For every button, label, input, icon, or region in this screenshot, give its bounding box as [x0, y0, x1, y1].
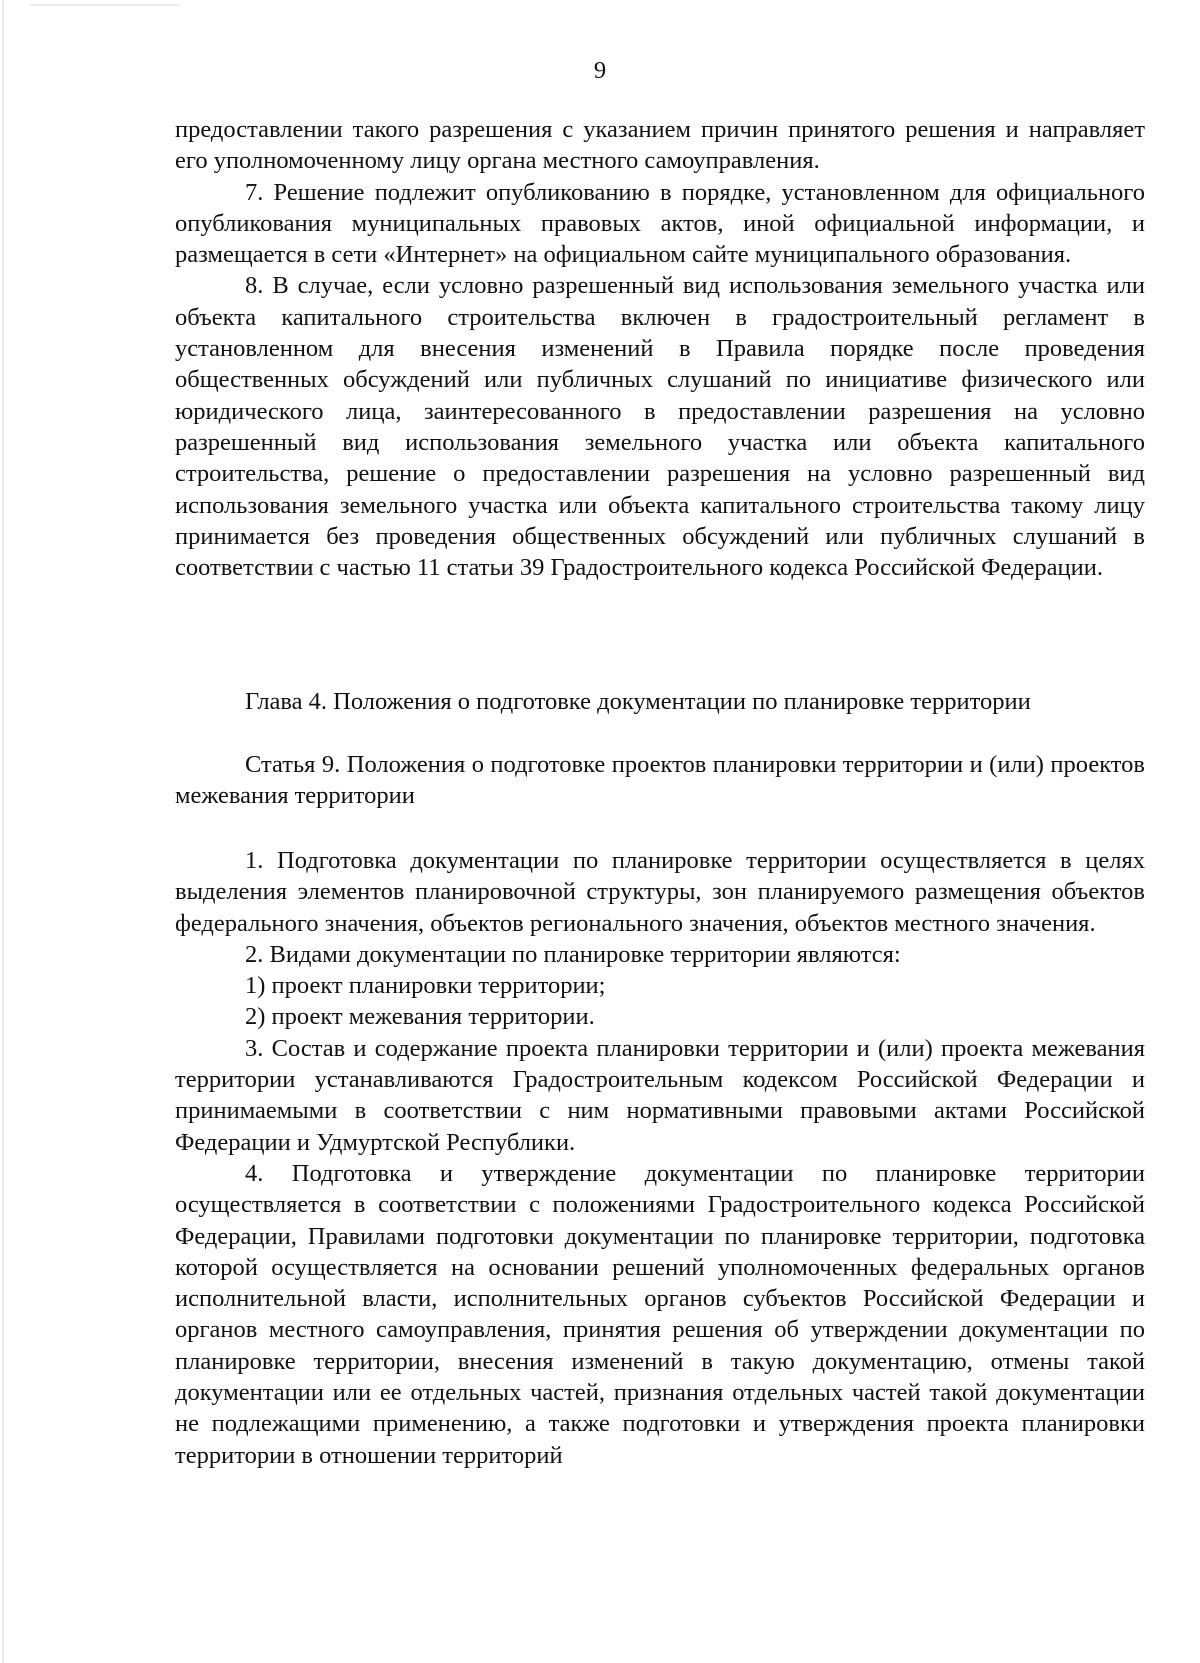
article-paragraph-2: 2. Видами документации по планировке территории являются:	[245, 940, 901, 968]
paragraph-continuation: предоставлении такого разрешения с указанием причин принятого решения и направляет его уполномоченному лицу органа местного самоуправления.	[175, 116, 1145, 175]
text-block-article	[175, 845, 1145, 1471]
article-paragraph-3: 3. Состав и содержание проекта планировки территории и (или) проекта межевания территории устанавливаются Градостроительным кодексом Российской Федерации и принимаемыми в соответствии с ним нормативными правовыми актами Российской Федерации и Удмуртской Республики.	[175, 1034, 1145, 1156]
page-number: 9	[593, 57, 607, 84]
article-paragraph-4: 4. Подготовка и утверждение документации по планировке территории осуществляется в соответствии с положениями Градостроительного кодекса Российской Федерации, Правилами подготовки документации по планировке территории, подготовка которой осуществляется на основании решений уполномоченных федеральных органов исполнительной власти, исполнительных органов субъектов Российской Федерации и органов местного самоуправления, принятия решения об утверждении документации по планировке территории, внесения изменений в такую документацию, отмены такой документации или ее отдельных частей, признания отдельных частей такой документации не подлежащими применению, а также подготовки и утверждения проекта планировки территории в отношении территорий	[175, 1159, 1145, 1469]
chapter-heading: Глава 4. Положения о подготовке документации по планировке территории	[245, 688, 1031, 715]
article-paragraph-1: 1. Подготовка документации по планировке территории осуществляется в целях выделения элементов планировочной структуры, зон планируемого размещения объектов федерального значения, объектов регионального значения, объектов местного значения.	[175, 847, 1145, 937]
article-list-item-2: 2) проект межевания территории.	[245, 1003, 595, 1031]
article-list-item-1: 1) проект планировки территории;	[245, 972, 606, 1000]
chapter-heading-block	[175, 686, 1145, 717]
text-block-top	[175, 114, 1145, 583]
article-heading: Статья 9. Положения о подготовке проектов планировки территории и (или) проектов межевания территории	[175, 751, 1145, 810]
paragraph-7: 7. Решение подлежит опубликованию в порядке, установленном для официального опубликования муниципальных правовых актов, иной официальной информации, и размещается в сети «Интернет» на официальном сайте муниципального образования.	[175, 178, 1145, 269]
paragraph-8: 8. В случае, если условно разрешенный вид использования земельного участка или объекта капитального строительства включен в градостроительный регламент в установленном для внесения изменений в Правила порядке после проведения общественных обсуждений или публичных слушаний по инициативе физического или юридического лица, заинтересованного в предоставлении разрешения на условно разрешенный вид использования земельного участка или объекта капитального строительства, решение о предоставлении разрешения на условно разрешенный вид использования земельного участка или объекта капитального строительства такому лицу принимается без проведения общественных обсуждений или публичных слушаний в соответствии с частью 11 статьи 39 Градостроительного кодекса Российской Федерации.	[175, 272, 1145, 582]
scan-artifact-top-left	[30, 4, 180, 6]
article-heading-block	[175, 749, 1145, 812]
scan-artifact-left-edge	[2, 0, 4, 1663]
